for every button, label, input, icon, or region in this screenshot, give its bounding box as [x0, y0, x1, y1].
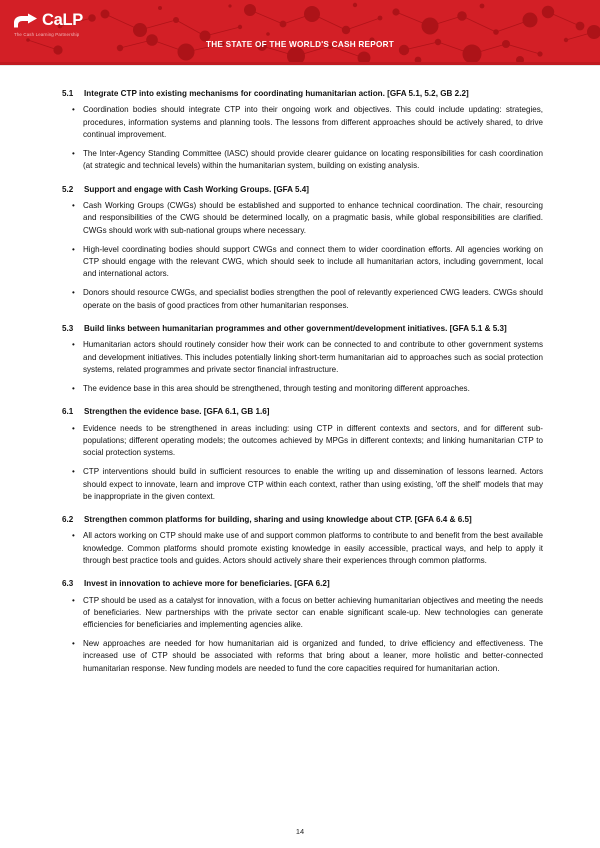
list-item [62, 638, 543, 675]
section-number: 6.2 [62, 514, 74, 524]
list-item-text: New approaches are needed for how humanitarian aid is organized and funded, to drive efficiency and effectiveness. The increased use of CTP should be associated with reforms that bring about a leaner, more holistic and better-connected humanitarian response. New funding models are needed to fund the core capacities required for humanitarian action. [83, 639, 543, 673]
bullet-marker: • [72, 201, 75, 211]
bullet-marker: • [72, 383, 75, 393]
bullet-marker: • [72, 105, 75, 115]
list-item-text: Coordination bodies should integrate CTP into their ongoing work and objectives. This could include updating: strategies, procedures, information systems and planning tools. The lessons from different approaches should be actively shared, to drive continual improvement. [83, 105, 543, 139]
section-heading-5-1 [62, 88, 543, 99]
network-pattern-decoration [0, 0, 600, 62]
list-item-text: Cash Working Groups (CWGs) should be established and supported to enhance technical coordination. The chair, resourcing and responsibilities of the CWG should be determined locally, on a pragmatic basis, while global responsibilities are clarified. CWGs should work with sub-national groups where necessary. [83, 201, 543, 235]
section-title: Build links between humanitarian programmes and other government/development initiatives. [GFA 5.1 & 5.3] [84, 323, 507, 333]
page-header-banner [0, 0, 600, 62]
page-number-footer: 14 [295, 827, 305, 836]
list-item [62, 530, 543, 567]
logo-tagline: The Cash Learning Partnership [14, 32, 80, 37]
list-item-text: High-level coordinating bodies should support CWGs and connect them to wider coordination efforts. All agencies working on CTP should engage with the relevant CWG, which should seek to include all humanitarian actors, including government, local and international actors. [83, 244, 543, 279]
bullet-marker: • [72, 149, 75, 159]
bullet-marker: • [72, 467, 75, 477]
list-item [62, 466, 543, 503]
list-item-text: Donors should resource CWGs, and specialist bodies strengthen the pool of relevantly experienced CWG leaders. CWGs should operate on the basis of good practices from other humanitarian responses. [83, 288, 543, 310]
list-item [62, 148, 543, 172]
list-item [62, 595, 543, 632]
section-heading-6-1 [62, 406, 543, 417]
list-item [62, 423, 543, 460]
bullet-marker: • [72, 639, 75, 649]
section-title: Integrate CTP into existing mechanisms for coordinating humanitarian action. [GFA 5.1, 5.2, GB 2.2] [84, 89, 469, 98]
section-title: Invest in innovation to achieve more for beneficiaries. [GFA 6.2] [84, 579, 330, 589]
list-item [62, 339, 543, 376]
section-heading-6-3 [62, 578, 543, 589]
section-number: 5.3 [62, 323, 74, 333]
list-item [62, 287, 543, 311]
bullet-marker: • [72, 288, 75, 298]
section-number: 6.3 [62, 579, 74, 589]
list-item [62, 104, 543, 141]
section-title: Strengthen common platforms for building, sharing and using knowledge about CTP. [GFA 6.4 & 6.5] [84, 514, 472, 524]
bullet-marker: • [72, 531, 75, 541]
list-item-text: CTP should be used as a catalyst for innovation, with a focus on better achieving humanitarian objectives and meeting the needs of beneficiaries. New partnerships with the private sector can enable significant scale-up. New technologies can generate efficiencies for beneficiaries and implementing agencies alike. [83, 595, 543, 630]
list-item [62, 200, 543, 237]
page-content [0, 66, 600, 675]
section-number: 5.2 [62, 184, 74, 194]
logo-wordmark: CaLP [42, 11, 83, 30]
section-heading-6-2 [62, 514, 543, 525]
report-title: THE STATE OF THE WORLD'S CASH REPORT [205, 40, 395, 49]
bullet-marker: • [72, 595, 75, 605]
section-heading-5-3 [62, 323, 543, 334]
list-item-text: The evidence base in this area should be strengthened, through testing and monitoring different approaches. [83, 383, 470, 393]
list-item-text: The Inter-Agency Standing Committee (IASC) should provide clearer guidance on locating responsibilities for cash coordination (at strategic and technical levels) within the humanitarian system, building on existing analysis. [83, 149, 543, 171]
section-heading-5-2 [62, 184, 543, 195]
list-item [62, 244, 543, 281]
list-item-text: Evidence needs to be strengthened in areas including: using CTP in different contexts and sectors, and for different sub-populations; different operating models; the outcomes achieved by MPGs in different contexts; and linking humanitarian CTP to social protection systems. [83, 423, 543, 458]
section-title: Strengthen the evidence base. [GFA 6.1, GB 1.6] [84, 407, 270, 417]
calp-logo [13, 12, 83, 37]
bullet-marker: • [72, 244, 75, 254]
bullet-marker: • [72, 340, 75, 350]
list-item-text: CTP interventions should build in sufficient resources to enable the writing up and dissemination of lessons learned. Actors should expect to innovate, learn and improve CTP within each context, rather than using existing, 'off the shelf' models that may be inappropriate in the given context. [83, 467, 543, 501]
bullet-marker: • [72, 423, 75, 433]
list-item-text: All actors working on CTP should make use of and support common platforms to contribute to and benefit from the best available knowledge. Common platforms should promote existing knowledge in easily accessible, practical ways, and help to apply it through best practice tools and guides. Actors should actively share their experiences through common platforms. [83, 531, 543, 565]
hand-arrow-icon [13, 12, 39, 29]
section-number: 5.1 [62, 89, 74, 98]
section-number: 6.1 [62, 407, 74, 417]
section-title: Support and engage with Cash Working Groups. [GFA 5.4] [84, 184, 310, 194]
list-item-text: Humanitarian actors should routinely consider how their work can be connected to and contribute to other government systems and development initiatives. This includes potentially linking short-term humanitarian aid to approaches such as social protection systems, related programmes and private sector financial infrastructure. [83, 340, 543, 374]
list-item [62, 383, 543, 395]
